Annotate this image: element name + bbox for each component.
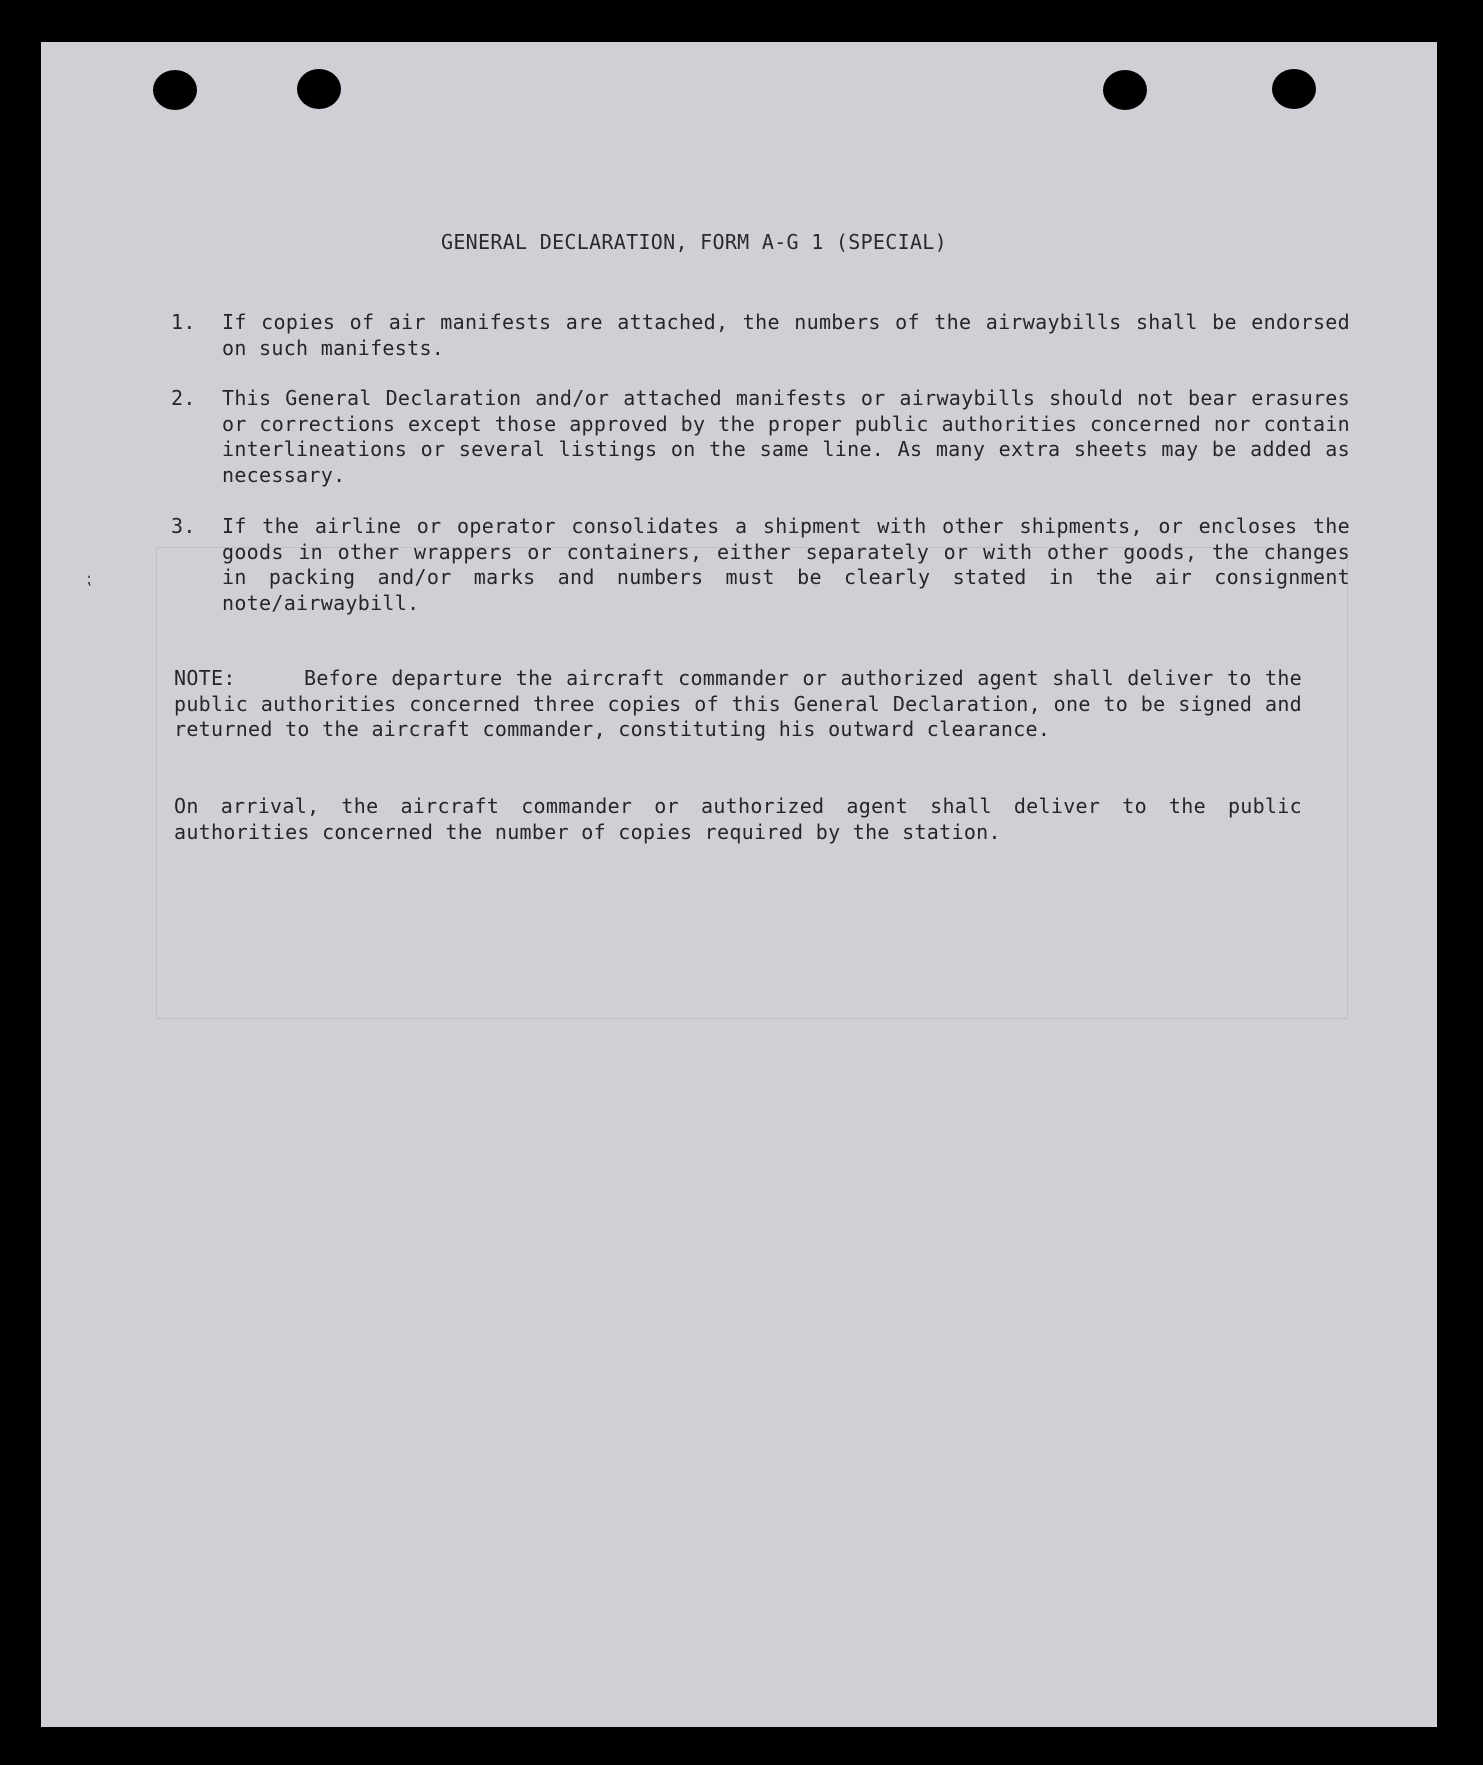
item-text: This General Declaration and/or attached manifests or airwaybills should not bear erasures or corrections except those approved by the proper public authorities concerned nor contain interlineations or several listings on the same line. As many extra sheets may be added as necessary. bbox=[222, 386, 1350, 487]
page-title: GENERAL DECLARATION, FORM A-G 1 (SPECIAL) bbox=[441, 230, 947, 254]
note-label: NOTE: bbox=[174, 666, 236, 690]
arrival-paragraph bbox=[174, 794, 1302, 845]
item-number: 1. bbox=[171, 310, 196, 334]
item-number: 2. bbox=[171, 386, 196, 410]
document-page bbox=[41, 42, 1437, 1727]
arrival-text: On arrival, the aircraft commander or authorized agent shall deliver to the public authorities concerned the number of copies required by the station. bbox=[174, 794, 1302, 844]
note-paragraph bbox=[174, 666, 1302, 743]
margin-mark: ⁏ bbox=[86, 569, 92, 588]
item-text: If the airline or operator consolidates a shipment with other shipments, or encloses the goods in other wrappers or containers, either separately or with other goods, the changes in packing and/or marks and numbers must be clearly stated in the air consignment note/airwaybill. bbox=[222, 514, 1350, 615]
item-number: 3. bbox=[171, 514, 196, 538]
note-text: Before departure the aircraft commander or authorized agent shall deliver to the public authorities concerned three copies of this General Declaration, one to be signed and returned to the aircraft commander, constituting his outward clearance. bbox=[174, 666, 1302, 741]
item-text: If copies of air manifests are attached, the numbers of the airwaybills shall be endorsed on such manifests. bbox=[222, 310, 1350, 360]
document-content bbox=[41, 42, 1437, 1727]
